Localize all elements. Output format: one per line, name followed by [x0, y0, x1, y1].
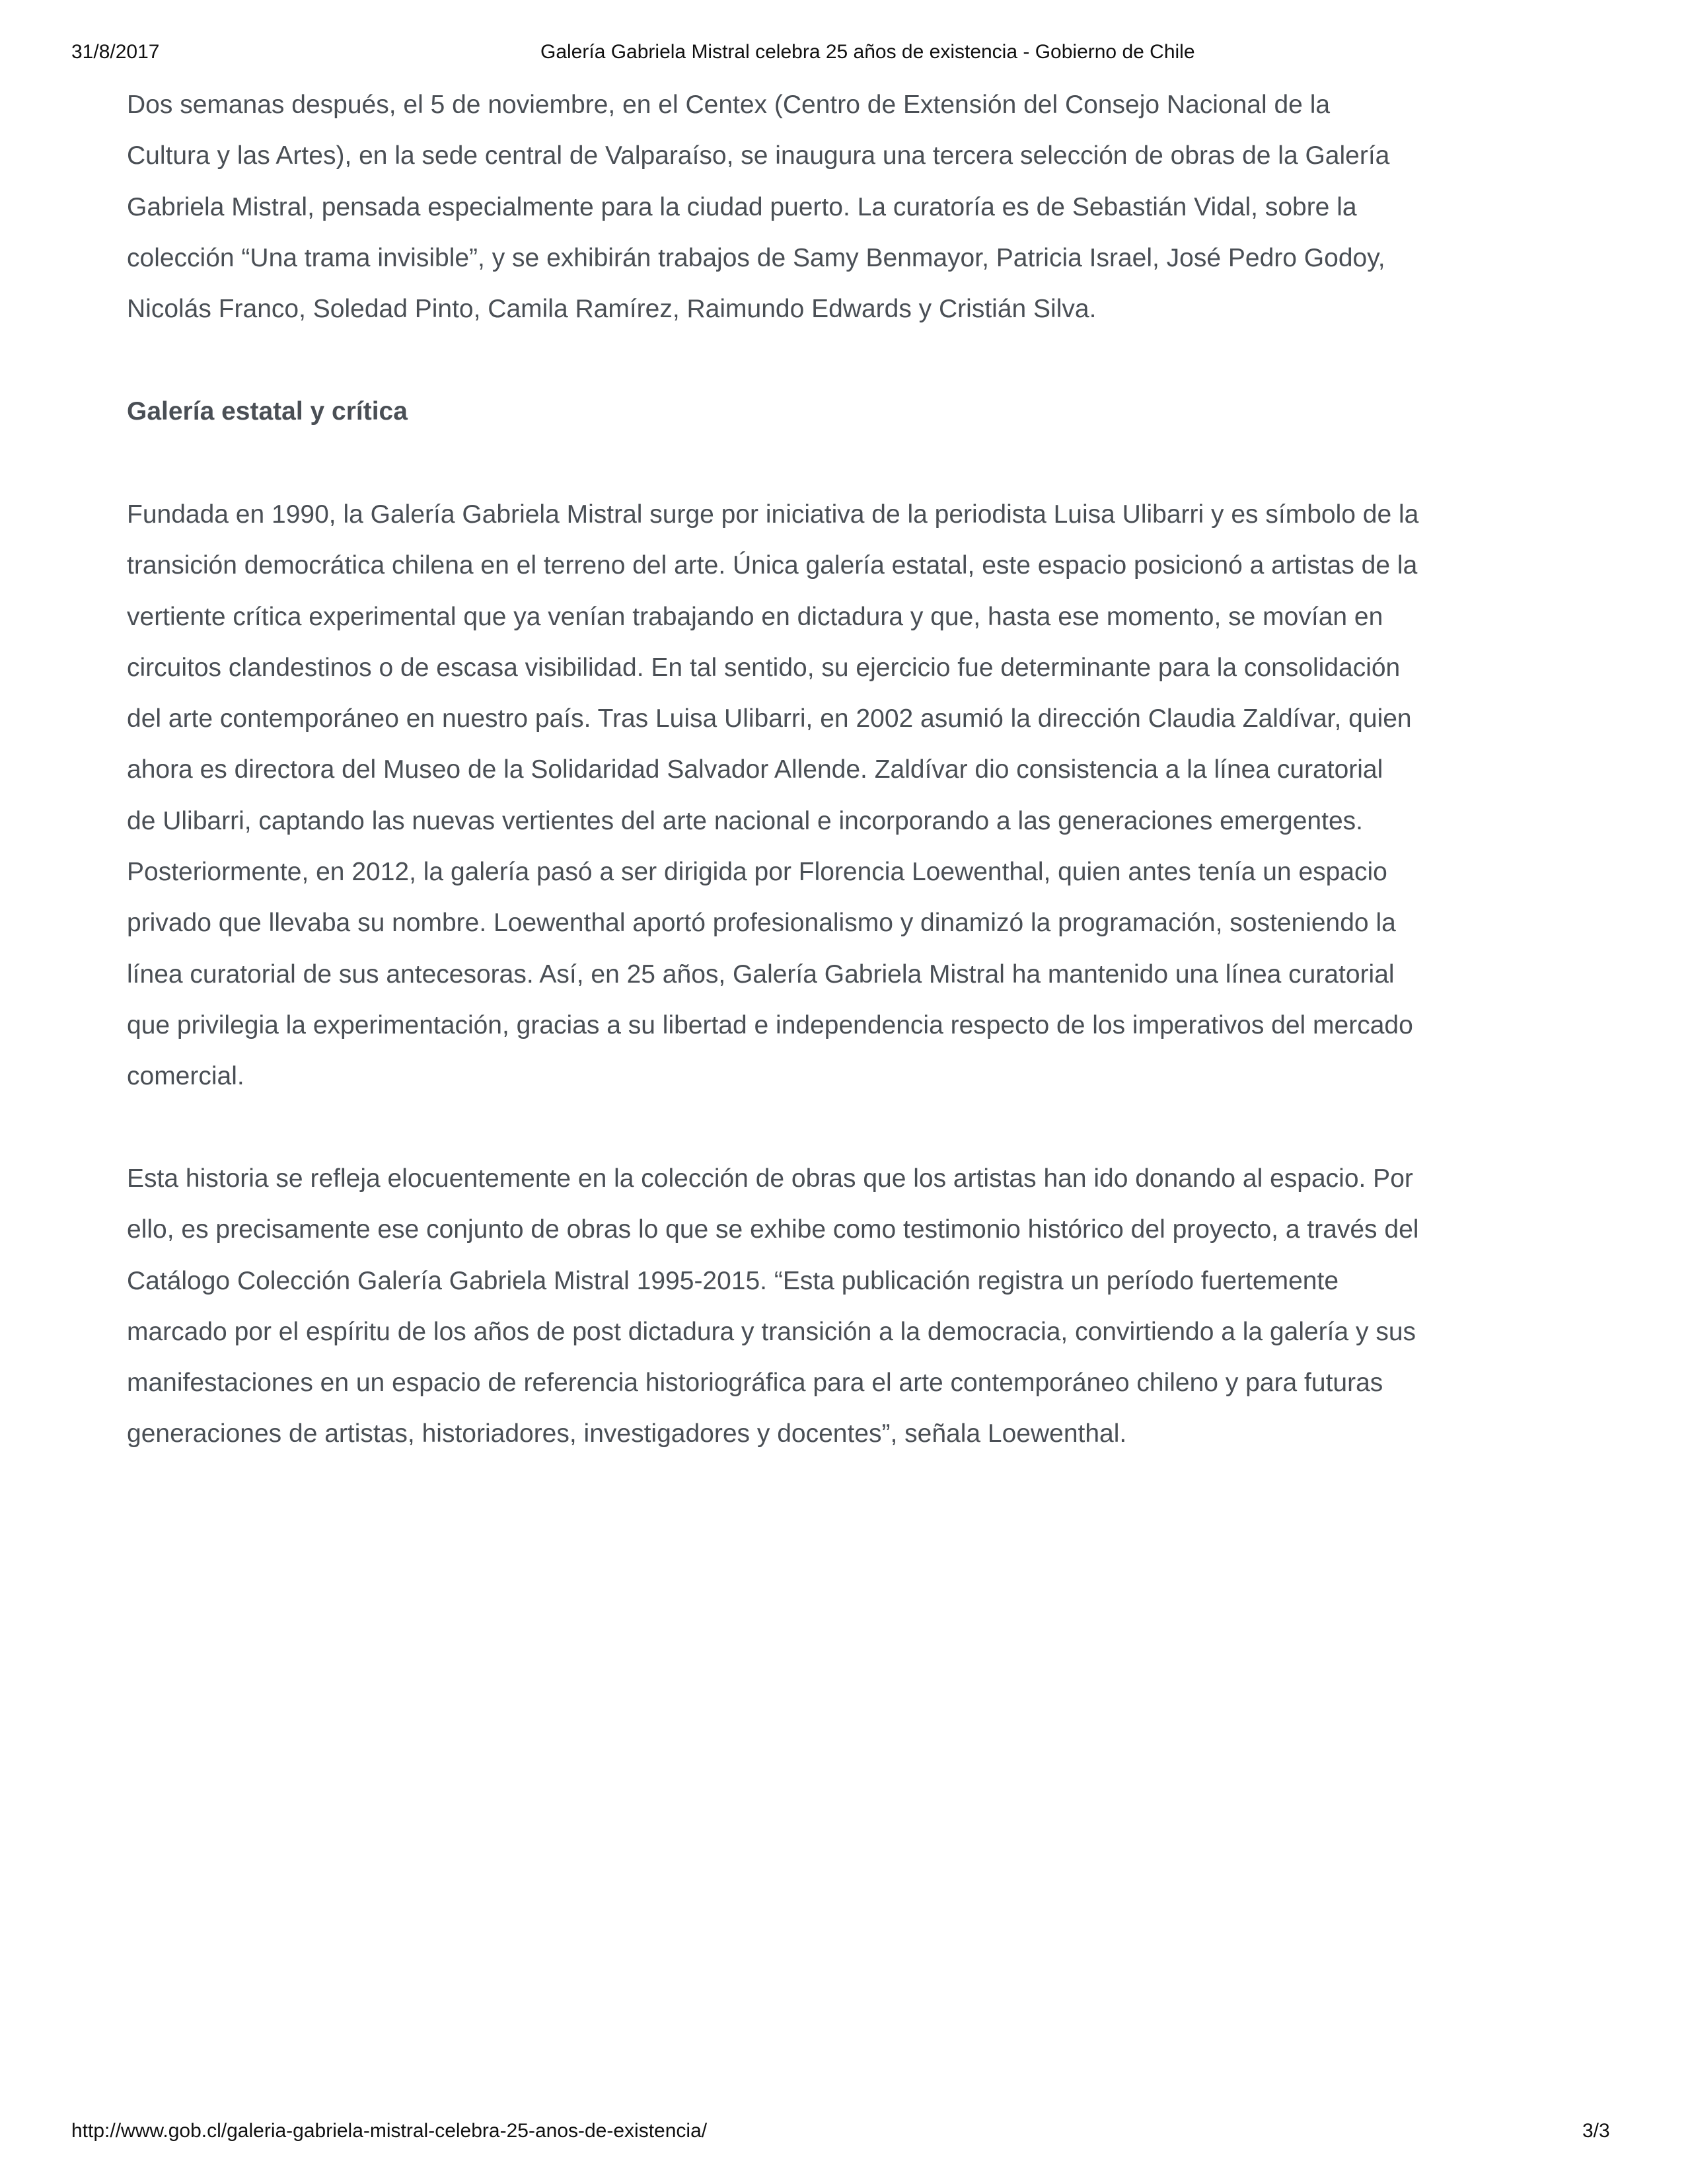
page-number: 3/3: [1582, 2120, 1610, 2142]
text-line: Catálogo Colección Galería Gabriela Mistral 1995-2015. “Esta publicación registra un período fuertemente: [127, 1266, 1339, 1295]
print-url: http://www.gob.cl/galeria-gabriela-mistral-celebra-25-anos-de-existencia/: [71, 2120, 708, 2142]
text-line: marcado por el espíritu de los años de post dictadura y transición a la democracia, convirtiendo a la galería y sus: [127, 1317, 1416, 1346]
text-line: generaciones de artistas, historiadores, investigadores y docentes”, señala Loewenthal.: [127, 1419, 1127, 1449]
text-line: vertiente crítica experimental que ya venían trabajando en dictadura y que, hasta ese momento, se movían en: [127, 602, 1383, 631]
heading-text: Galería estatal y crítica: [127, 397, 408, 426]
section-heading: [127, 386, 408, 437]
text-line: Dos semanas después, el 5 de noviembre, en el Centex (Centro de Extensión del Consejo Nacional de la: [127, 91, 1331, 119]
text-line: colección “Una trama invisible”, y se exhibirán trabajos de Samy Benmayor, Patricia Israel, José Pedro Godoy,: [127, 243, 1385, 272]
text-line: comercial.: [127, 1062, 244, 1091]
text-line: Fundada en 1990, la Galería Gabriela Mistral surge por iniciativa de la periodista Luisa Ulibarri y es símbolo de la: [127, 500, 1419, 529]
text-line: ahora es directora del Museo de la Solidaridad Salvador Allende. Zaldívar dio consistencia a la línea curatorial: [127, 755, 1383, 784]
text-line: Posteriormente, en 2012, la galería pasó a ser dirigida por Florencia Loewenthal, quien antes tenía un espacio: [127, 858, 1387, 887]
text-line: que privilegia la experimentación, gracias a su libertad e independencia respecto de los imperativos del mercado: [127, 1010, 1413, 1039]
text-line: del arte contemporáneo en nuestro país. Tras Luisa Ulibarri, en 2002 asumió la dirección Claudia Zaldívar, quien: [127, 704, 1412, 734]
paragraph-1: [127, 79, 1389, 334]
text-line: transición democrática chilena en el terreno del arte. Única galería estatal, este espacio posicionó a artistas de la: [127, 551, 1418, 580]
text-line: Esta historia se refleja elocuentemente en la colección de obras que los artistas han ido donando al espacio. Por: [127, 1164, 1413, 1193]
text-line: circuitos clandestinos o de escasa visibilidad. En tal sentido, su ejercicio fue determinante para la consolidación: [127, 653, 1401, 682]
print-date: 31/8/2017: [71, 41, 160, 63]
text-line: línea curatorial de sus antecesoras. Así, en 25 años, Galería Gabriela Mistral ha mantenido una línea curatorial: [127, 960, 1395, 989]
text-line: ello, es precisamente ese conjunto de obras lo que se exhibe como testimonio histórico del proyecto, a través del: [127, 1215, 1419, 1244]
text-line: privado que llevaba su nombre. Loewenthal aportó profesionalismo y dinamizó la programación, sosteniendo la: [127, 909, 1396, 938]
paragraph-2: [127, 489, 1418, 1102]
text-line: Nicolás Franco, Soledad Pinto, Camila Ramírez, Raimundo Edwards y Cristián Silva.: [127, 295, 1097, 324]
print-title: Galería Gabriela Mistral celebra 25 años de existencia - Gobierno de Chile: [540, 41, 1195, 63]
text-line: Gabriela Mistral, pensada especialmente para la ciudad puerto. La curatoría es de Sebastián Vidal, sobre la: [127, 192, 1357, 221]
text-line: Cultura y las Artes), en la sede central de Valparaíso, se inaugura una tercera selección de obras de la Galería: [127, 141, 1390, 170]
text-line: de Ulibarri, captando las nuevas vertientes del arte nacional e incorporando a las generaciones emergentes.: [127, 806, 1363, 835]
text-line: manifestaciones en un espacio de referencia historiográfica para el arte contemporáneo chileno y para futuras: [127, 1369, 1383, 1398]
paragraph-3: [127, 1153, 1418, 1460]
